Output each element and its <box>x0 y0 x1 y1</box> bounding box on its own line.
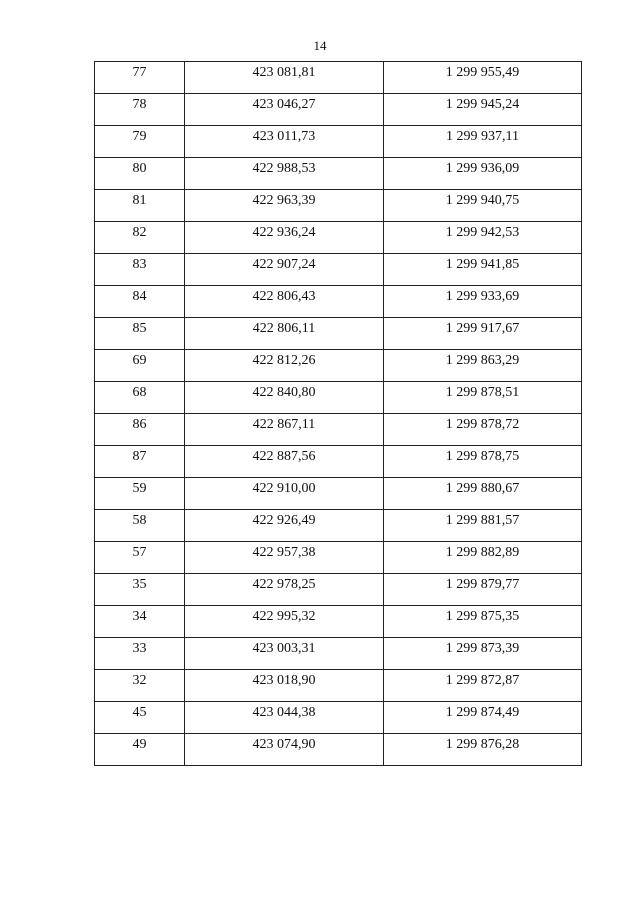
point-number-cell: 77 <box>95 62 185 94</box>
x-coordinate-cell: 422 812,26 <box>185 350 384 382</box>
x-coordinate-cell: 422 988,53 <box>185 158 384 190</box>
table-row <box>95 670 582 702</box>
y-coordinate-cell: 1 299 936,09 <box>384 158 582 190</box>
point-number-cell: 68 <box>95 382 185 414</box>
point-number-cell: 35 <box>95 574 185 606</box>
x-coordinate-cell: 423 018,90 <box>185 670 384 702</box>
point-number-cell: 83 <box>95 254 185 286</box>
point-number-cell: 57 <box>95 542 185 574</box>
x-coordinate-cell: 423 044,38 <box>185 702 384 734</box>
table-row <box>95 254 582 286</box>
point-number-cell: 32 <box>95 670 185 702</box>
point-number-cell: 59 <box>95 478 185 510</box>
table-row <box>95 702 582 734</box>
x-coordinate-cell: 422 887,56 <box>185 446 384 478</box>
x-coordinate-cell: 423 074,90 <box>185 734 384 766</box>
table-row <box>95 606 582 638</box>
table-row <box>95 510 582 542</box>
table-row <box>95 126 582 158</box>
point-number-cell: 87 <box>95 446 185 478</box>
point-number-cell: 33 <box>95 638 185 670</box>
page-number: 14 <box>313 38 327 53</box>
table-row <box>95 190 582 222</box>
y-coordinate-cell: 1 299 863,29 <box>384 350 582 382</box>
point-number-cell: 86 <box>95 414 185 446</box>
point-number-cell: 49 <box>95 734 185 766</box>
y-coordinate-cell: 1 299 937,11 <box>384 126 582 158</box>
y-coordinate-cell: 1 299 875,35 <box>384 606 582 638</box>
x-coordinate-cell: 422 957,38 <box>185 542 384 574</box>
table-row <box>95 638 582 670</box>
y-coordinate-cell: 1 299 874,49 <box>384 702 582 734</box>
y-coordinate-cell: 1 299 878,51 <box>384 382 582 414</box>
y-coordinate-cell: 1 299 873,39 <box>384 638 582 670</box>
point-number-cell: 80 <box>95 158 185 190</box>
table-row <box>95 478 582 510</box>
x-coordinate-cell: 422 806,11 <box>185 318 384 350</box>
table-row <box>95 574 582 606</box>
x-coordinate-cell: 423 046,27 <box>185 94 384 126</box>
y-coordinate-cell: 1 299 881,57 <box>384 510 582 542</box>
table-row <box>95 542 582 574</box>
point-number-cell: 34 <box>95 606 185 638</box>
table-row <box>95 734 582 766</box>
point-number-cell: 84 <box>95 286 185 318</box>
y-coordinate-cell: 1 299 879,77 <box>384 574 582 606</box>
table-row <box>95 446 582 478</box>
table-row <box>95 350 582 382</box>
x-coordinate-cell: 422 840,80 <box>185 382 384 414</box>
point-number-cell: 58 <box>95 510 185 542</box>
table-row <box>95 414 582 446</box>
point-number-cell: 79 <box>95 126 185 158</box>
point-number-cell: 45 <box>95 702 185 734</box>
table-row <box>95 382 582 414</box>
y-coordinate-cell: 1 299 955,49 <box>384 62 582 94</box>
y-coordinate-cell: 1 299 933,69 <box>384 286 582 318</box>
x-coordinate-cell: 422 806,43 <box>185 286 384 318</box>
point-number-cell: 81 <box>95 190 185 222</box>
y-coordinate-cell: 1 299 940,75 <box>384 190 582 222</box>
table-row <box>95 62 582 94</box>
y-coordinate-cell: 1 299 876,28 <box>384 734 582 766</box>
x-coordinate-cell: 422 995,32 <box>185 606 384 638</box>
y-coordinate-cell: 1 299 917,67 <box>384 318 582 350</box>
y-coordinate-cell: 1 299 882,89 <box>384 542 582 574</box>
point-number-cell: 82 <box>95 222 185 254</box>
y-coordinate-cell: 1 299 941,85 <box>384 254 582 286</box>
x-coordinate-cell: 422 867,11 <box>185 414 384 446</box>
table-row <box>95 318 582 350</box>
table-row <box>95 158 582 190</box>
y-coordinate-cell: 1 299 880,67 <box>384 478 582 510</box>
x-coordinate-cell: 423 011,73 <box>185 126 384 158</box>
coordinates-table <box>94 61 582 766</box>
x-coordinate-cell: 422 978,25 <box>185 574 384 606</box>
point-number-cell: 78 <box>95 94 185 126</box>
point-number-cell: 69 <box>95 350 185 382</box>
table-row <box>95 286 582 318</box>
point-number-cell: 85 <box>95 318 185 350</box>
x-coordinate-cell: 422 936,24 <box>185 222 384 254</box>
y-coordinate-cell: 1 299 878,75 <box>384 446 582 478</box>
y-coordinate-cell: 1 299 872,87 <box>384 670 582 702</box>
y-coordinate-cell: 1 299 942,53 <box>384 222 582 254</box>
table-row <box>95 94 582 126</box>
x-coordinate-cell: 423 081,81 <box>185 62 384 94</box>
x-coordinate-cell: 423 003,31 <box>185 638 384 670</box>
x-coordinate-cell: 422 963,39 <box>185 190 384 222</box>
y-coordinate-cell: 1 299 945,24 <box>384 94 582 126</box>
y-coordinate-cell: 1 299 878,72 <box>384 414 582 446</box>
x-coordinate-cell: 422 926,49 <box>185 510 384 542</box>
x-coordinate-cell: 422 907,24 <box>185 254 384 286</box>
x-coordinate-cell: 422 910,00 <box>185 478 384 510</box>
table-row <box>95 222 582 254</box>
